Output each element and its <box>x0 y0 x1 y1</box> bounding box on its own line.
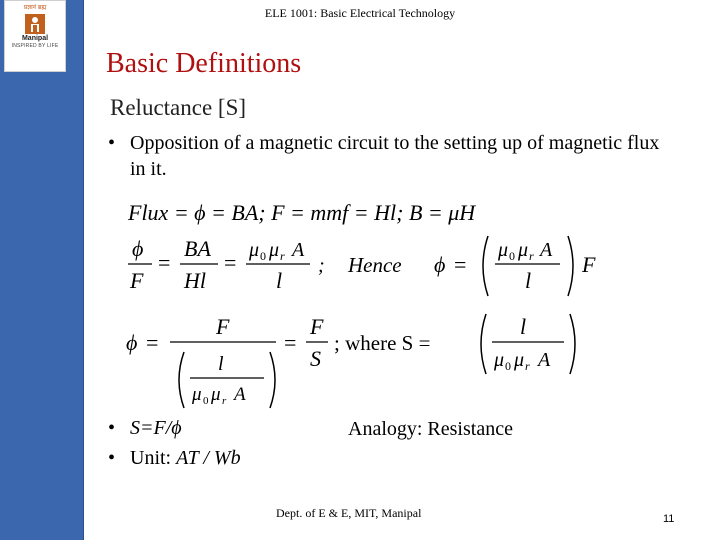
slide-title: Basic Definitions <box>106 48 302 79</box>
logo-motto: प्रज्ञानं ब्रह्म <box>23 4 47 11</box>
bullet-reluctance-formula <box>108 415 182 441</box>
bullet-definition <box>108 130 670 182</box>
svg-text:μ: μ <box>269 239 280 261</box>
svg-text:S: S <box>310 346 321 371</box>
svg-text:l: l <box>276 268 283 293</box>
svg-text:F: F <box>216 314 230 339</box>
page-number: 11 <box>663 513 675 525</box>
svg-text:μ: μ <box>211 384 221 405</box>
svg-text:ϕ: ϕ <box>126 330 138 355</box>
where-label: ; where S = <box>334 331 431 355</box>
svg-text:=: = <box>224 250 237 275</box>
svg-text:=: = <box>284 330 297 355</box>
svg-text:F: F <box>310 314 324 339</box>
svg-text:l: l <box>218 353 224 375</box>
svg-text:μ: μ <box>192 384 202 405</box>
bullet-unit <box>108 445 241 471</box>
svg-text:=: = <box>454 252 467 277</box>
equation-line-3 <box>126 314 575 408</box>
svg-text:r: r <box>280 249 285 263</box>
svg-text:A: A <box>540 239 553 261</box>
svg-text:μ: μ <box>249 239 260 261</box>
svg-text:A: A <box>538 349 551 371</box>
svg-text:r: r <box>525 359 530 373</box>
sidebar-band <box>0 0 84 540</box>
svg-text:μ: μ <box>514 349 525 371</box>
hence-label: Hence <box>348 253 402 277</box>
logo-name: Manipal <box>21 35 49 42</box>
logo-tagline: INSPIRED BY LIFE <box>11 43 59 49</box>
svg-text:=: = <box>146 330 159 355</box>
equation-line-2 <box>128 236 596 296</box>
svg-text:ϕ: ϕ <box>434 252 446 277</box>
svg-text:=: = <box>158 250 171 275</box>
bullet-definition-text: Opposition of a magnetic circuit to the setting up of magnetic flux in it. <box>130 132 660 180</box>
unit-value: AT / Wb <box>176 447 241 469</box>
svg-text:A: A <box>292 239 305 261</box>
svg-text:μ: μ <box>498 239 509 261</box>
equation-line-1: Flux = ϕ = BA; F = mmf = Hl; B = μH <box>128 200 476 225</box>
svg-text:0: 0 <box>505 359 511 373</box>
bullet-dot: • <box>108 132 116 154</box>
svg-text:F: F <box>130 268 144 293</box>
svg-text:0: 0 <box>509 249 515 263</box>
reluctance-formula-text: S=F/ϕ <box>130 417 182 439</box>
slide-subtitle: Reluctance [S] <box>110 95 247 120</box>
course-header: ELE 1001: Basic Electrical Technology <box>264 6 456 20</box>
svg-text:l: l <box>520 314 527 339</box>
svg-text:l: l <box>525 268 532 293</box>
svg-text:r: r <box>529 249 534 263</box>
bullet-dot: • <box>108 447 116 469</box>
svg-text:μ: μ <box>494 349 505 371</box>
svg-text:BA: BA <box>184 236 211 261</box>
svg-text:Hl: Hl <box>184 268 206 293</box>
svg-text:A: A <box>234 384 246 405</box>
analogy-text: Analogy: Resistance <box>348 418 513 440</box>
svg-text:r: r <box>222 395 227 407</box>
footer-text: Dept. of E & E, MIT, Manipal <box>276 506 422 520</box>
svg-text:μ: μ <box>518 239 529 261</box>
svg-text:ϕ: ϕ <box>132 236 144 261</box>
svg-text:;: ; <box>318 255 325 277</box>
reluctance-equations <box>112 190 632 415</box>
unit-prefix: Unit: <box>130 447 177 469</box>
bullet-dot: • <box>108 417 116 439</box>
svg-text:0: 0 <box>260 249 266 263</box>
svg-text:F: F <box>582 252 596 277</box>
svg-text:0: 0 <box>203 395 209 407</box>
